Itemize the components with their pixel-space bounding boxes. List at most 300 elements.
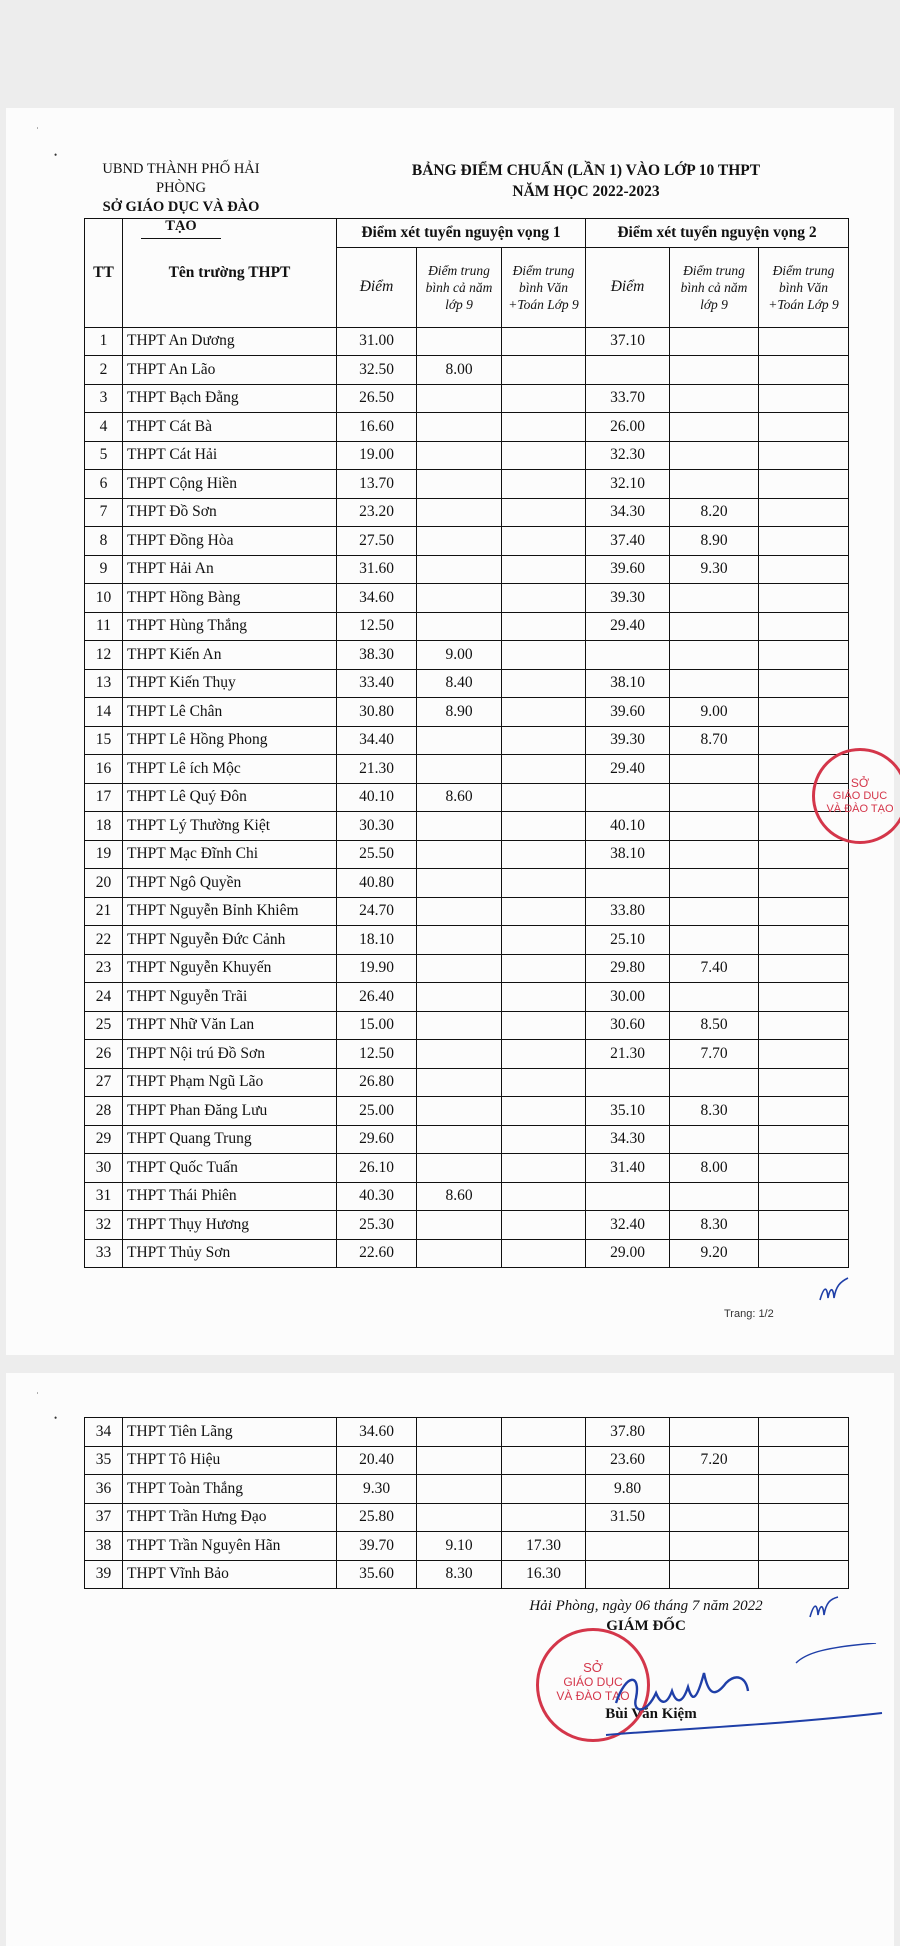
table-row: [85, 470, 849, 499]
cell-nv2-diem: [586, 1560, 670, 1589]
cell-school: THPT Cát Hải: [123, 441, 337, 470]
cell-nv2-dtb-van-toan: [759, 1211, 849, 1240]
cell-nv1-dtb-van-toan: [502, 1239, 586, 1268]
cell-tt: 18: [85, 812, 123, 841]
cell-nv1-dtb-nam: [417, 1040, 502, 1069]
cell-school: THPT An Lão: [123, 356, 337, 385]
cell-nv2-diem: 34.30: [586, 1125, 670, 1154]
cell-nv1-dtb-nam: [417, 1503, 502, 1532]
cell-nv2-dtb-nam: 7.40: [670, 954, 759, 983]
cell-tt: 32: [85, 1211, 123, 1240]
cell-nv2-dtb-van-toan: [759, 1418, 849, 1447]
cell-tt: 17: [85, 783, 123, 812]
cell-nv2-dtb-van-toan: [759, 869, 849, 898]
cell-nv2-dtb-nam: 8.20: [670, 498, 759, 527]
cell-school: THPT Lý Thường Kiệt: [123, 812, 337, 841]
table-row: [85, 1068, 849, 1097]
cell-nv2-diem: 39.30: [586, 726, 670, 755]
cell-school: THPT Hùng Thắng: [123, 612, 337, 641]
cell-school: THPT Thủy Sơn: [123, 1239, 337, 1268]
cell-nv1-dtb-nam: 8.60: [417, 1182, 502, 1211]
cell-nv2-dtb-van-toan: [759, 954, 849, 983]
cell-nv2-dtb-van-toan: [759, 1503, 849, 1532]
official-stamp-edge: [812, 748, 900, 844]
cell-nv2-dtb-van-toan: [759, 413, 849, 442]
cell-nv1-dtb-nam: [417, 983, 502, 1012]
cell-tt: 13: [85, 669, 123, 698]
cell-nv1-diem: 19.00: [337, 441, 417, 470]
table-body-page-1: [85, 327, 849, 1268]
cell-tt: 8: [85, 527, 123, 556]
cell-nv2-dtb-van-toan: [759, 612, 849, 641]
cell-nv2-dtb-nam: 9.30: [670, 555, 759, 584]
cell-nv2-dtb-nam: 8.50: [670, 1011, 759, 1040]
cell-nv1-dtb-van-toan: [502, 1211, 586, 1240]
cell-nv1-dtb-nam: [417, 1068, 502, 1097]
cell-nv1-diem: 30.80: [337, 698, 417, 727]
scan-mark: ˙: [36, 126, 39, 136]
cell-school: THPT Phạm Ngũ Lão: [123, 1068, 337, 1097]
cell-nv1-dtb-van-toan: [502, 1040, 586, 1069]
cell-tt: 34: [85, 1418, 123, 1447]
cell-nv2-dtb-van-toan: [759, 356, 849, 385]
cell-nv1-diem: 25.50: [337, 840, 417, 869]
cell-nv1-dtb-van-toan: [502, 1125, 586, 1154]
cell-nv1-dtb-van-toan: [502, 1011, 586, 1040]
scan-mark: •: [54, 1413, 58, 1423]
header-tt: TT: [85, 219, 123, 328]
table-row: [85, 1211, 849, 1240]
cell-nv2-diem: 35.10: [586, 1097, 670, 1126]
cell-nv2-diem: 33.70: [586, 384, 670, 413]
cell-nv2-dtb-van-toan: [759, 1182, 849, 1211]
cell-tt: 9: [85, 555, 123, 584]
table-row: [85, 527, 849, 556]
cell-nv1-dtb-nam: 8.90: [417, 698, 502, 727]
cell-school: THPT Mạc Đĩnh Chi: [123, 840, 337, 869]
cell-nv1-dtb-van-toan: [502, 1475, 586, 1504]
cell-nv2-diem: [586, 356, 670, 385]
cell-nv2-diem: 34.30: [586, 498, 670, 527]
cell-tt: 12: [85, 641, 123, 670]
cell-nv1-dtb-nam: [417, 327, 502, 356]
cell-nv1-diem: 25.80: [337, 1503, 417, 1532]
table-row: [85, 555, 849, 584]
table-row: [85, 1097, 849, 1126]
header-dtb-nam-nv2: Điểm trung bình cả năm lớp 9: [670, 247, 759, 327]
cell-nv2-dtb-nam: [670, 783, 759, 812]
cell-school: THPT Nhữ Văn Lan: [123, 1011, 337, 1040]
cell-nv1-diem: 27.50: [337, 527, 417, 556]
table-row: [85, 1239, 849, 1268]
cell-tt: 27: [85, 1068, 123, 1097]
cell-nv2-diem: 31.40: [586, 1154, 670, 1183]
table-row: [85, 384, 849, 413]
cell-nv2-dtb-van-toan: [759, 498, 849, 527]
cell-school: THPT Lê Quý Đôn: [123, 783, 337, 812]
cell-nv1-diem: 30.30: [337, 812, 417, 841]
cell-nv2-dtb-nam: [670, 1418, 759, 1447]
cell-school: THPT Kiến An: [123, 641, 337, 670]
cell-nv2-diem: 23.60: [586, 1446, 670, 1475]
stamp-text-1: SỞ: [583, 1660, 603, 1675]
stamp-text-2: GIÁO DỤC: [832, 790, 888, 802]
cell-nv1-dtb-nam: [417, 1446, 502, 1475]
cell-tt: 33: [85, 1239, 123, 1268]
cell-nv2-dtb-van-toan: [759, 1040, 849, 1069]
cell-school: THPT Phan Đăng Lưu: [123, 1097, 337, 1126]
cell-nv2-dtb-nam: [670, 869, 759, 898]
handwritten-signature: [596, 1643, 886, 1743]
cell-tt: 24: [85, 983, 123, 1012]
stamp-text-1: SỞ: [850, 776, 870, 790]
cell-nv1-diem: 25.00: [337, 1097, 417, 1126]
document-page-1: [6, 108, 894, 1355]
cell-nv2-dtb-nam: [670, 983, 759, 1012]
cell-nv2-diem: 21.30: [586, 1040, 670, 1069]
cell-nv1-dtb-nam: [417, 812, 502, 841]
cell-nv2-dtb-van-toan: [759, 1125, 849, 1154]
signing-place-date: Hải Phòng, ngày 06 tháng 7 năm 2022: [529, 1598, 763, 1614]
cell-nv1-diem: 40.10: [337, 783, 417, 812]
cell-nv1-dtb-nam: [417, 1011, 502, 1040]
cell-nv1-diem: 23.20: [337, 498, 417, 527]
cell-nv2-diem: [586, 869, 670, 898]
cell-nv2-dtb-van-toan: [759, 926, 849, 955]
cell-nv2-diem: 37.80: [586, 1418, 670, 1447]
cell-school: THPT Bạch Đằng: [123, 384, 337, 413]
cell-tt: 14: [85, 698, 123, 727]
cell-nv1-diem: 34.60: [337, 1418, 417, 1447]
cell-nv1-dtb-van-toan: [502, 612, 586, 641]
cell-nv1-diem: 21.30: [337, 755, 417, 784]
cell-nv2-dtb-van-toan: [759, 527, 849, 556]
cell-nv1-dtb-nam: 9.10: [417, 1532, 502, 1561]
cell-nv1-diem: 24.70: [337, 897, 417, 926]
cell-nv2-dtb-nam: 7.70: [670, 1040, 759, 1069]
score-table-page-2: [84, 1417, 849, 1589]
cell-nv2-dtb-van-toan: [759, 441, 849, 470]
cell-nv1-diem: 31.60: [337, 555, 417, 584]
cell-nv1-dtb-van-toan: [502, 1182, 586, 1211]
cell-nv1-dtb-van-toan: [502, 812, 586, 841]
cell-tt: 4: [85, 413, 123, 442]
cell-nv2-dtb-nam: [670, 413, 759, 442]
cell-nv1-dtb-van-toan: [502, 869, 586, 898]
stamp-text-3: VÀ ĐÀO TẠO: [556, 1689, 630, 1703]
cell-nv1-dtb-van-toan: [502, 584, 586, 613]
cell-nv1-dtb-van-toan: [502, 726, 586, 755]
cell-school: THPT Tô Hiệu: [123, 1446, 337, 1475]
cell-nv2-diem: 33.80: [586, 897, 670, 926]
table-row: [85, 498, 849, 527]
cell-nv1-dtb-nam: [417, 1154, 502, 1183]
cell-nv2-diem: 29.40: [586, 755, 670, 784]
cell-nv1-diem: 29.60: [337, 1125, 417, 1154]
table-row: [85, 1532, 849, 1561]
cell-nv1-dtb-van-toan: [502, 327, 586, 356]
cell-nv1-diem: 38.30: [337, 641, 417, 670]
cell-nv1-dtb-nam: [417, 555, 502, 584]
table-row: [85, 612, 849, 641]
cell-school: THPT Quang Trung: [123, 1125, 337, 1154]
cell-nv1-dtb-van-toan: 16.30: [502, 1560, 586, 1589]
cell-nv2-dtb-van-toan: [759, 384, 849, 413]
cell-school: THPT An Dương: [123, 327, 337, 356]
cell-nv2-dtb-nam: [670, 897, 759, 926]
table-row: [85, 983, 849, 1012]
table-row: [85, 698, 849, 727]
cell-school: THPT Hải An: [123, 555, 337, 584]
cell-nv2-dtb-van-toan: [759, 470, 849, 499]
table-row: [85, 1182, 849, 1211]
cell-nv1-dtb-nam: [417, 498, 502, 527]
cell-tt: 26: [85, 1040, 123, 1069]
title-line-2: NĂM HỌC 2022-2023: [512, 183, 660, 200]
signer-title: GIÁM ĐỐC: [606, 1618, 686, 1634]
document-title: [336, 160, 836, 202]
cell-nv1-dtb-van-toan: [502, 897, 586, 926]
header-dtb-nam-nv1: Điểm trung bình cả năm lớp 9: [417, 247, 502, 327]
cell-nv1-diem: 26.10: [337, 1154, 417, 1183]
cell-nv2-dtb-van-toan: [759, 555, 849, 584]
header-diem-nv1: Điểm: [337, 247, 417, 327]
cell-tt: 1: [85, 327, 123, 356]
cell-nv2-dtb-nam: 8.00: [670, 1154, 759, 1183]
cell-nv2-diem: [586, 641, 670, 670]
cell-nv2-dtb-nam: [670, 755, 759, 784]
cell-nv1-dtb-nam: 9.00: [417, 641, 502, 670]
table-row: [85, 1040, 849, 1069]
signer-name: Bùi Văn Kiệm: [605, 1706, 697, 1722]
cell-nv1-diem: 25.30: [337, 1211, 417, 1240]
cell-nv1-dtb-nam: [417, 897, 502, 926]
org-line-2: SỞ GIÁO DỤC VÀ ĐÀO TẠO: [102, 199, 260, 234]
table-row: [85, 356, 849, 385]
table-row: [85, 1125, 849, 1154]
cell-nv2-dtb-nam: [670, 356, 759, 385]
cell-nv1-dtb-nam: [417, 926, 502, 955]
cell-nv2-diem: [586, 1532, 670, 1561]
cell-nv1-diem: 20.40: [337, 1446, 417, 1475]
cell-nv2-diem: 32.40: [586, 1211, 670, 1240]
cell-tt: 20: [85, 869, 123, 898]
header-nv2: Điểm xét tuyển nguyện vọng 2: [586, 219, 849, 248]
cell-nv2-dtb-van-toan: [759, 584, 849, 613]
cell-tt: 23: [85, 954, 123, 983]
cell-nv2-dtb-van-toan: [759, 983, 849, 1012]
cell-nv2-diem: 37.40: [586, 527, 670, 556]
title-line-1: BẢNG ĐIỂM CHUẨN (LẦN 1) VÀO LỚP 10 THPT: [411, 162, 761, 179]
table-row: [85, 726, 849, 755]
cell-nv2-diem: 29.00: [586, 1239, 670, 1268]
page-number: Trang: 1/2: [724, 1308, 774, 1320]
cell-nv2-dtb-nam: [670, 470, 759, 499]
cell-nv1-diem: 18.10: [337, 926, 417, 955]
cell-nv2-dtb-nam: [670, 812, 759, 841]
cell-nv2-dtb-nam: [670, 441, 759, 470]
cell-nv1-dtb-van-toan: [502, 783, 586, 812]
cell-nv2-dtb-van-toan: [759, 698, 849, 727]
cell-nv1-dtb-van-toan: [502, 555, 586, 584]
document-page-2: [6, 1373, 894, 1946]
cell-nv1-dtb-nam: 8.30: [417, 1560, 502, 1589]
cell-nv1-dtb-van-toan: [502, 755, 586, 784]
cell-nv1-dtb-nam: 8.60: [417, 783, 502, 812]
cell-nv1-dtb-nam: [417, 612, 502, 641]
cell-nv2-diem: [586, 1068, 670, 1097]
cell-nv1-dtb-nam: 8.00: [417, 356, 502, 385]
cell-tt: 36: [85, 1475, 123, 1504]
cell-nv1-dtb-nam: [417, 1125, 502, 1154]
initials-mark: [818, 1276, 852, 1304]
cell-nv1-diem: 16.60: [337, 413, 417, 442]
cell-nv1-diem: 39.70: [337, 1532, 417, 1561]
cell-nv1-dtb-van-toan: [502, 840, 586, 869]
cell-tt: 3: [85, 384, 123, 413]
cell-tt: 31: [85, 1182, 123, 1211]
cell-nv1-dtb-van-toan: [502, 1503, 586, 1532]
cell-tt: 38: [85, 1532, 123, 1561]
cell-tt: 35: [85, 1446, 123, 1475]
cell-nv2-diem: 32.30: [586, 441, 670, 470]
cell-tt: 5: [85, 441, 123, 470]
cell-school: THPT Ngô Quyền: [123, 869, 337, 898]
stamp-text-2: GIÁO DỤC: [563, 1675, 623, 1689]
cell-school: THPT Cộng Hiền: [123, 470, 337, 499]
cell-nv1-dtb-van-toan: 17.30: [502, 1532, 586, 1561]
cell-nv1-diem: 9.30: [337, 1475, 417, 1504]
cell-school: THPT Tiên Lãng: [123, 1418, 337, 1447]
table-row: [85, 1011, 849, 1040]
cell-nv1-diem: 33.40: [337, 669, 417, 698]
cell-nv1-dtb-van-toan: [502, 1097, 586, 1126]
cell-tt: 39: [85, 1560, 123, 1589]
cell-tt: 6: [85, 470, 123, 499]
cell-nv2-dtb-nam: [670, 1068, 759, 1097]
cell-nv1-dtb-van-toan: [502, 954, 586, 983]
cell-tt: 11: [85, 612, 123, 641]
cell-nv2-dtb-nam: [670, 641, 759, 670]
cell-nv1-dtb-van-toan: [502, 1446, 586, 1475]
cell-school: THPT Nội trú Đồ Sơn: [123, 1040, 337, 1069]
cell-nv2-dtb-nam: [670, 1560, 759, 1589]
cell-tt: 21: [85, 897, 123, 926]
cell-nv2-dtb-nam: [670, 584, 759, 613]
cell-nv2-dtb-nam: 9.00: [670, 698, 759, 727]
cell-nv2-diem: 25.10: [586, 926, 670, 955]
cell-nv1-dtb-van-toan: [502, 413, 586, 442]
cell-nv2-dtb-nam: [670, 1125, 759, 1154]
cell-school: THPT Nguyễn Đức Cảnh: [123, 926, 337, 955]
cell-nv2-dtb-van-toan: [759, 669, 849, 698]
cell-nv1-diem: 32.50: [337, 356, 417, 385]
cell-nv1-dtb-nam: [417, 840, 502, 869]
cell-nv1-dtb-van-toan: [502, 641, 586, 670]
cell-nv1-diem: 12.50: [337, 1040, 417, 1069]
table-row: [85, 840, 849, 869]
cell-nv1-diem: 26.80: [337, 1068, 417, 1097]
table-row: [85, 1446, 849, 1475]
table-row: [85, 783, 849, 812]
cell-nv1-dtb-nam: [417, 527, 502, 556]
cell-nv2-dtb-nam: [670, 840, 759, 869]
cell-school: THPT Nguyễn Khuyến: [123, 954, 337, 983]
cell-school: THPT Vĩnh Bảo: [123, 1560, 337, 1589]
cell-nv1-diem: 19.90: [337, 954, 417, 983]
table-row: [85, 897, 849, 926]
cell-nv2-diem: 29.80: [586, 954, 670, 983]
cell-school: THPT Lê Hồng Phong: [123, 726, 337, 755]
table-row: [85, 669, 849, 698]
cell-nv1-diem: 34.60: [337, 584, 417, 613]
cell-nv1-diem: 12.50: [337, 612, 417, 641]
cell-nv1-dtb-van-toan: [502, 384, 586, 413]
cell-nv2-dtb-van-toan: [759, 1011, 849, 1040]
cell-school: THPT Thụy Hương: [123, 1211, 337, 1240]
cell-nv2-dtb-nam: [670, 1532, 759, 1561]
cell-nv2-dtb-nam: 7.20: [670, 1446, 759, 1475]
table-row: [85, 441, 849, 470]
cell-nv2-dtb-van-toan: [759, 1154, 849, 1183]
cell-nv2-dtb-nam: 8.30: [670, 1097, 759, 1126]
cell-nv1-dtb-nam: [417, 869, 502, 898]
table-row: [85, 755, 849, 784]
cell-nv2-diem: 38.10: [586, 840, 670, 869]
stamp-text-3: VÀ ĐÀO TẠO: [826, 803, 894, 815]
score-table-page-1: [84, 218, 849, 1268]
table-row: [85, 641, 849, 670]
table-row: [85, 926, 849, 955]
cell-nv2-diem: 40.10: [586, 812, 670, 841]
cell-tt: 15: [85, 726, 123, 755]
cell-nv1-dtb-nam: [417, 413, 502, 442]
cell-nv2-diem: 31.50: [586, 1503, 670, 1532]
org-line-1: UBND THÀNH PHỐ HẢI PHÒNG: [102, 161, 260, 196]
cell-nv1-diem: 40.80: [337, 869, 417, 898]
cell-nv2-diem: 38.10: [586, 669, 670, 698]
cell-nv2-diem: 26.00: [586, 413, 670, 442]
cell-nv2-dtb-van-toan: [759, 1560, 849, 1589]
cell-tt: 28: [85, 1097, 123, 1126]
cell-nv1-dtb-nam: [417, 584, 502, 613]
cell-nv2-dtb-nam: [670, 926, 759, 955]
table-body-page-2: [85, 1418, 849, 1589]
cell-nv1-dtb-van-toan: [502, 441, 586, 470]
cell-nv2-dtb-van-toan: [759, 1068, 849, 1097]
cell-school: THPT Trần Nguyên Hãn: [123, 1532, 337, 1561]
cell-nv2-dtb-van-toan: [759, 1532, 849, 1561]
cell-nv2-dtb-van-toan: [759, 641, 849, 670]
cell-nv1-diem: 35.60: [337, 1560, 417, 1589]
cell-nv1-dtb-nam: [417, 954, 502, 983]
header-dtb-van-toan-nv1: Điểm trung bình Văn +Toán Lớp 9: [502, 247, 586, 327]
cell-nv2-diem: 39.60: [586, 555, 670, 584]
cell-nv2-diem: 29.40: [586, 612, 670, 641]
cell-nv2-dtb-van-toan: [759, 327, 849, 356]
cell-nv2-dtb-nam: [670, 669, 759, 698]
cell-nv1-dtb-van-toan: [502, 498, 586, 527]
cell-nv1-diem: 26.40: [337, 983, 417, 1012]
cell-nv1-dtb-van-toan: [502, 527, 586, 556]
cell-nv1-diem: 31.00: [337, 327, 417, 356]
table-row: [85, 812, 849, 841]
cell-nv2-dtb-nam: [670, 1182, 759, 1211]
header-dtb-van-toan-nv2: Điểm trung bình Văn +Toán Lớp 9: [759, 247, 849, 327]
cell-nv2-dtb-van-toan: [759, 1475, 849, 1504]
cell-nv2-dtb-van-toan: [759, 1097, 849, 1126]
cell-nv2-diem: 9.80: [586, 1475, 670, 1504]
